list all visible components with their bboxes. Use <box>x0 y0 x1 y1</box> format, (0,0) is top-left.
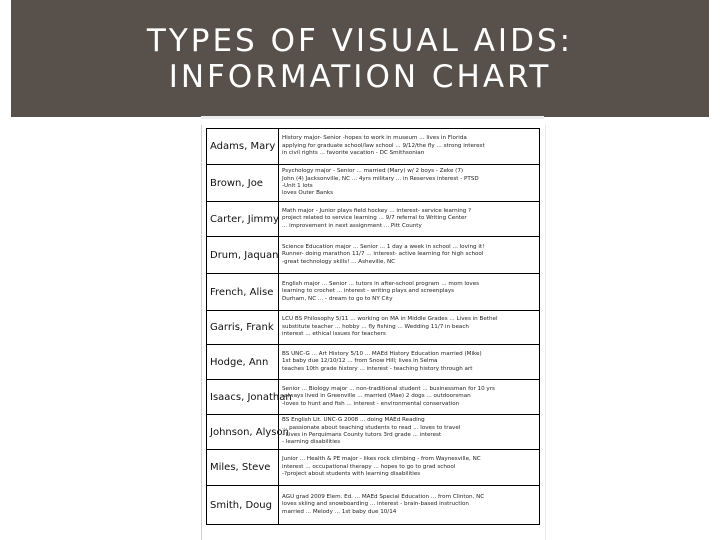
student-info-line: History major- Senior -hopes to work in museum ... lives in Florida <box>282 135 467 142</box>
student-info-line: AGU grad 2009 Elem. Ed. ... MAEd Special Education ... from Clinton, NC <box>282 493 485 500</box>
student-info-cell <box>279 450 540 486</box>
information-chart-body <box>207 129 540 525</box>
student-info-line: - Lives in Perquimans County tutors 3rd grade ... interest <box>282 432 442 438</box>
student-info-line: Junior ... Health & PE major - likes rock climbing - from Waynesville, NC <box>282 456 481 463</box>
student-name-cell: French, Alise <box>207 274 279 311</box>
student-info-line: Senior ... Biology major ... non-traditional student ... businessman for 10 yrs <box>282 385 495 392</box>
scanned-information-chart <box>201 125 546 540</box>
table-row <box>207 165 540 202</box>
student-info-line: -loves to hunt and fish ... interest - environmental conservation <box>282 400 460 407</box>
student-info-line: 1st baby due 12/10/12 ... from Snow Hill; lives in Selma <box>282 358 438 365</box>
student-info-cell <box>279 237 540 274</box>
information-chart-table <box>206 128 540 525</box>
student-info-line: BS English Lit. UNC-G 2008 ... doing MAEd Reading <box>282 417 425 424</box>
student-info-line: -Unit 1 lots <box>282 183 313 189</box>
student-info-line: project related to service learning ... 9/7 referral to Writing Center <box>282 215 467 222</box>
student-info-cell <box>279 165 540 202</box>
student-name-cell: Carter, Jimmy <box>207 202 279 237</box>
student-info-line: loves skiing and snowboarding ... interest - brain-based instruction <box>282 501 469 508</box>
student-info-line: learning to crochet ... interest - writing plays and screenplays <box>282 288 455 295</box>
slide-title-line-1: TYPES OF VISUAL AIDS: <box>146 22 574 59</box>
table-row <box>207 380 540 415</box>
student-info-line: married ... Melody ... 1st baby due 10/14 <box>282 508 397 515</box>
student-info-line: teaches 10th grade history ... interest - teaching history through art <box>282 365 473 372</box>
student-info-line: in civil rights ... favorite vacation - DC Smithsonian <box>282 150 425 157</box>
student-info-cell <box>279 380 540 415</box>
table-row <box>207 450 540 486</box>
slide-title-line-2: INFORMATION CHART <box>168 58 552 95</box>
student-name-cell: Miles, Steve <box>207 450 279 486</box>
student-info-line: Math major - Junior plays field hockey ... interest- service learning ? <box>282 207 472 214</box>
table-row <box>207 237 540 274</box>
student-info-line: -always lived in Greenville ... married (Mae) 2 dogs ... outdoorsman <box>282 393 471 400</box>
student-info-line: Psychology major - Senior ... married (Mary) w/ 2 boys - Zeke (7) <box>282 168 464 175</box>
student-name-cell: Hodge, Ann <box>207 345 279 380</box>
student-info-line: John (4) Jacksonville, NC ... 4yrs military ... in Reserves interest - PTSD <box>282 175 479 182</box>
student-info-cell <box>279 415 540 450</box>
student-info-line: ... improvement in next assignment ... Pitt County <box>282 222 422 229</box>
table-row <box>207 415 540 450</box>
student-info-line: interest ... occupational therapy ... hopes to go to grad school <box>282 463 456 470</box>
student-info-cell <box>279 129 540 165</box>
table-row <box>207 129 540 165</box>
student-info-line: loves Outer Banks <box>282 190 334 197</box>
student-info-line: interest ... ethical issues for teachers <box>282 331 386 338</box>
student-info-cell <box>279 311 540 345</box>
student-info-cell <box>279 274 540 311</box>
table-row <box>207 486 540 525</box>
student-info-line: substitute teacher ... hobby ... fly fishing ... Wedding 11/7 in beach <box>282 323 469 330</box>
table-row <box>207 274 540 311</box>
student-info-line: English major ... Senior ... tutors in after-school program ... mom loves <box>282 280 480 287</box>
student-info-line: -?project about students with learning disabilities <box>282 471 421 478</box>
student-info-cell <box>279 486 540 525</box>
student-name-cell: Drum, Jaquan <box>207 237 279 274</box>
table-row <box>207 202 540 237</box>
student-info-line: Durham, NC ... - dream to go to NY City <box>282 295 393 302</box>
scan-edge <box>201 116 544 119</box>
student-info-line: applying for graduate school/law school ... 9/12/the fly ... strong interest <box>282 142 485 149</box>
student-name-cell: Adams, Mary <box>207 129 279 165</box>
slide-title-bar <box>11 0 709 117</box>
student-info-cell <box>279 345 540 380</box>
table-row <box>207 345 540 380</box>
student-name-cell: Isaacs, Jonathan <box>207 380 279 415</box>
student-name-cell: Smith, Doug <box>207 486 279 525</box>
table-row <box>207 311 540 345</box>
student-info-line: Science Education major ... Senior ... 1 day a week in school ... loving it! <box>282 243 485 250</box>
student-info-cell <box>279 202 540 237</box>
student-name-cell: Brown, Joe <box>207 165 279 202</box>
student-name-cell: Garris, Frank <box>207 311 279 345</box>
student-info-line: LCU BS Philosophy 5/11 ... working on MA in Middle Grades ... Lives in Bethel <box>282 316 498 323</box>
student-info-line: BS UNC-G ... Art History 5/10 ... MAEd History Education married (Mike) <box>282 350 482 357</box>
student-name-cell: Johnson, Alyson <box>207 415 279 450</box>
student-info-line: ... passionate about teaching students to read ... loves to travel <box>282 424 461 431</box>
student-info-line: - learning disabilities <box>282 439 341 446</box>
student-info-line: Runner- doing marathon 11/7 ... interest- active learning for high school <box>282 251 484 258</box>
student-info-line: -great technology skills! ... Asheville, NC <box>282 258 396 265</box>
